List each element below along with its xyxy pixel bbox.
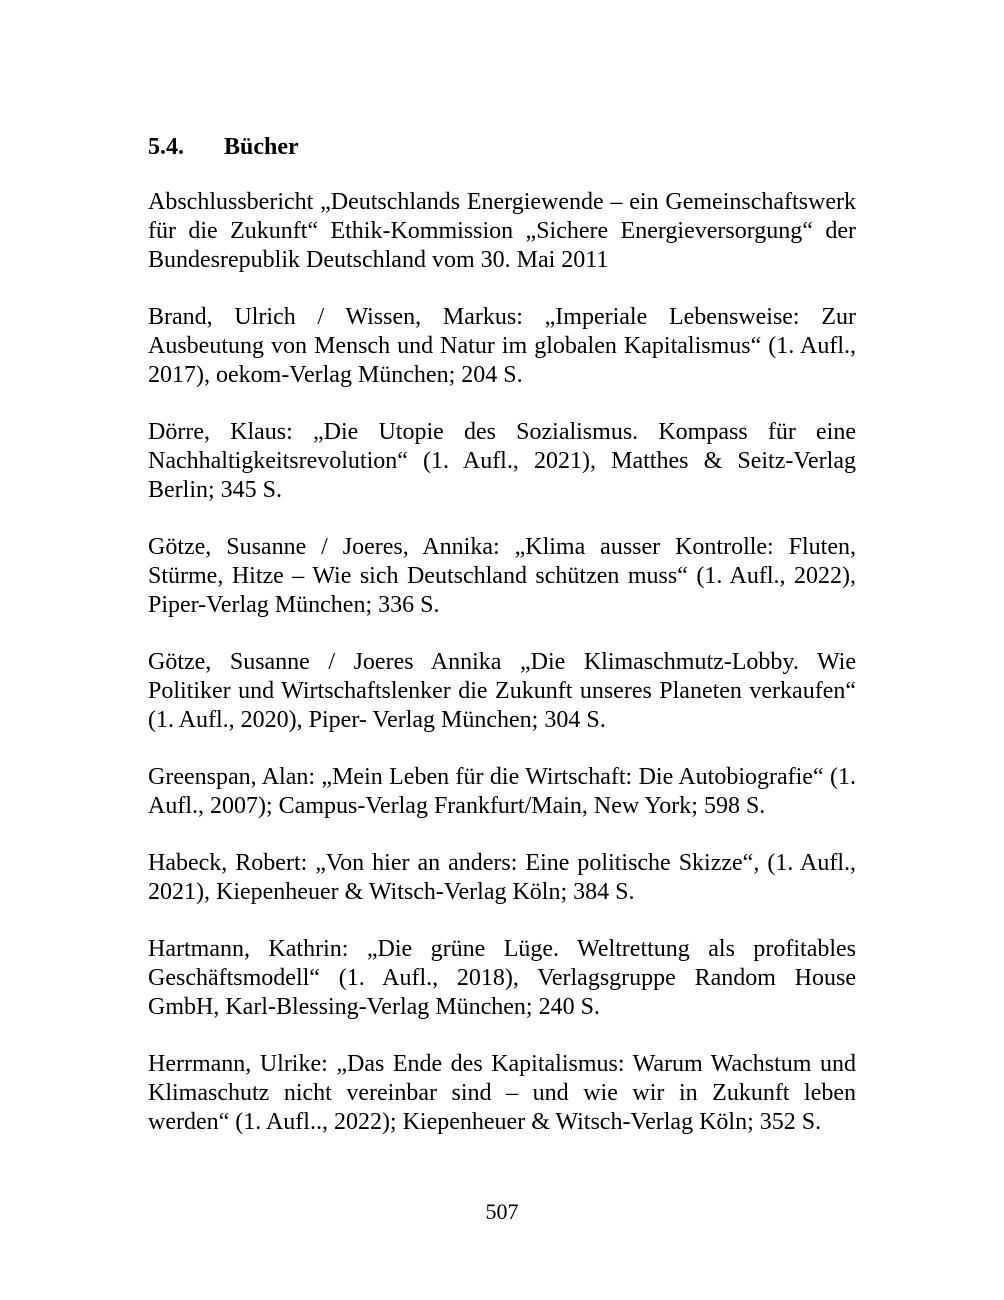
bibliography-entry: Abschlussbericht „Deutschlands Energiewende – ein Gemeinschaftswerk für die Zukunft“ Ethik-Kommission „Sichere Energieversorgung“ der Bundesrepublik Deutschland vom 30. Mai 2011 (148, 189, 856, 273)
bibliography-entry: Hartmann, Kathrin: „Die grüne Lüge. Weltrettung als profitables Geschäftsmodell“ (1. Aufl., 2018), Verlagsgruppe Random House GmbH, Karl-Blessing-Verlag München; 240 S. (148, 936, 856, 1020)
bibliography-entry: Dörre, Klaus: „Die Utopie des Sozialismus. Kompass für eine Nachhaltigkeitsrevolution“ (1. Aufl., 2021), Matthes & Seitz-Verlag Berlin; 345 S. (148, 419, 856, 503)
bibliography-entry: Götze, Susanne / Joeres Annika „Die Klimaschmutz-Lobby. Wie Politiker und Wirtschaftslenker die Zukunft unseres Planeten verkaufen“ (1. Aufl., 2020), Piper- Verlag München; 304 S. (148, 649, 856, 733)
page-number: 507 (485, 1199, 519, 1224)
bibliography-entry: Herrmann, Ulrike: „Das Ende des Kapitalismus: Warum Wachstum und Klimaschutz nicht vereinbar sind – und wie wir in Zukunft leben werden“ (1. Aufl.., 2022); Kiepenheuer & Witsch-Verlag Köln; 352 S. (148, 1051, 856, 1135)
bibliography-entry: Habeck, Robert: „Von hier an anders: Eine politische Skizze“, (1. Aufl., 2021), Kiepenheuer & Witsch-Verlag Köln; 384 S. (148, 850, 856, 905)
section-heading (148, 130, 856, 164)
document-page (148, 130, 856, 1165)
section-number: 5.4. (148, 134, 184, 160)
section-title: Bücher (224, 134, 299, 160)
bibliography-entry: Greenspan, Alan: „Mein Leben für die Wirtschaft: Die Autobiografie“ (1. Aufl., 2007); Campus-Verlag Frankfurt/Main, New York; 598 S. (148, 764, 856, 819)
bibliography-entry: Götze, Susanne / Joeres, Annika: „Klima ausser Kontrolle: Fluten, Stürme, Hitze – Wie sich Deutschland schützen muss“ (1. Aufl., 2022), Piper-Verlag München; 336 S. (148, 534, 856, 618)
bibliography-entry: Brand, Ulrich / Wissen, Markus: „Imperiale Lebensweise: Zur Ausbeutung von Mensch und Natur im globalen Kapitalismus“ (1. Aufl., 2017), oekom-Verlag München; 204 S. (148, 304, 856, 388)
